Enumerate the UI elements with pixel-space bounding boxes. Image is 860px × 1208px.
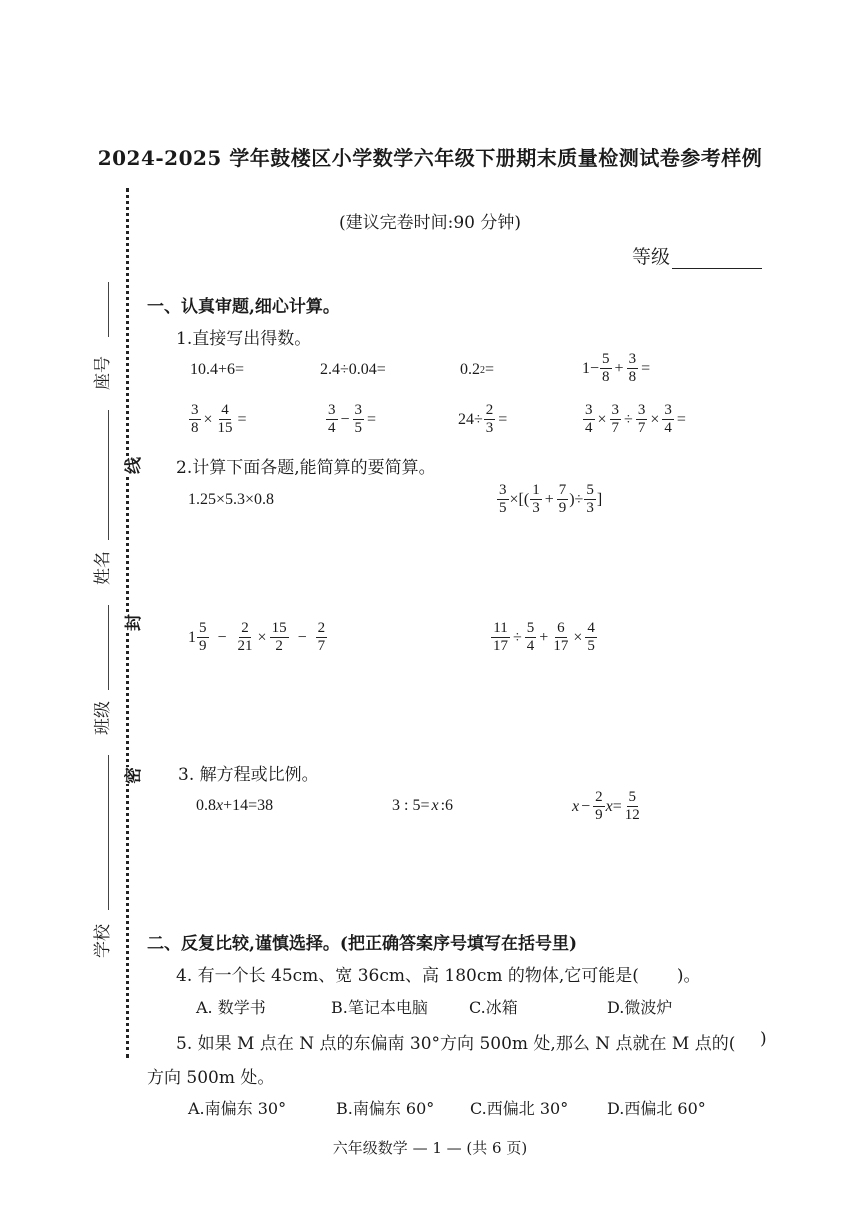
seat-blank[interactable] (108, 282, 109, 337)
q4-option-a[interactable]: A. 数学书 (196, 998, 266, 1017)
q5-option-b[interactable]: B.南偏东 60° (336, 1099, 435, 1118)
q3-expr-c: x − $\frac{2}{9}$ x = $\frac{5}{12}$ (572, 789, 640, 823)
seal-mi-char: 密 (117, 767, 146, 784)
q4-option-d[interactable]: D.微波炉 (607, 998, 673, 1017)
q3-expr-a: 0.8 x +14=38 (196, 797, 274, 814)
q3-label: 3. 解方程或比例。 (178, 765, 319, 785)
q3-expr-b: 3 : 5= x :6 (392, 797, 454, 814)
q4-option-c[interactable]: C.冰箱 (469, 998, 518, 1017)
q1-expr-c: 0.2 2 = (460, 361, 495, 378)
seat-label: 座号 (93, 356, 113, 390)
seal-line-char: 线 (117, 457, 146, 474)
section1-heading: 一、认真审题,细心计算。 (147, 297, 340, 317)
grade-blank[interactable] (672, 250, 762, 269)
q5-option-a[interactable]: A.南偏东 30° (188, 1099, 287, 1118)
exam-title: 2024-2025 学年鼓楼区小学数学六年级下册期末质量检测试卷参考样例 (97, 146, 763, 170)
grade-field (632, 242, 762, 269)
q4-text: 4. 有一个长 45cm、宽 36cm、高 180cm 的物体,它可能是( )。 (176, 966, 701, 986)
q2-expr-a: 1.25×5.3×0.8 (188, 491, 275, 508)
suggested-time: (建议完卷时间:90 分钟) (338, 213, 522, 233)
q5-text: 5. 如果 M 点在 N 点的东偏南 30°方向 500m 处,那么 N 点就在 M 点的( (176, 1034, 736, 1054)
q5-close-paren: ) (760, 1029, 767, 1049)
q1-expr-h: 24÷ $\frac{2}{3}$ = (458, 402, 508, 436)
q1-expr-i: $\frac{3}{4}$ × $\frac{3}{7}$ ÷ $\frac{3}{7}$ × $\frac{3}{4}$ = (585, 402, 686, 436)
class-blank[interactable] (108, 605, 109, 690)
name-blank[interactable] (108, 410, 109, 540)
page-footer: 六年级数学 — 1 — (共 6 页) (332, 1139, 528, 1157)
q2-expr-d: $\frac{11}{17}$ ÷ $\frac{5}{4}$ + $\frac{6}{17}$ × $\frac{4}{5}$ (493, 620, 595, 654)
q2-expr-b: $\frac{3}{5}$ ×[( 1 3 + $\frac{7}{9}$ )÷ $\frac{5}{3}$ ] (499, 482, 603, 516)
class-label: 班级 (93, 701, 113, 735)
q5-continuation: 方向 500m 处。 (147, 1068, 275, 1088)
q1-expr-a: 10.4+6= (190, 361, 245, 378)
fraction: $\frac{5}{8}$ (602, 351, 610, 385)
school-label: 学校 (93, 924, 113, 958)
q1-expr-b: 2.4÷0.04= (320, 361, 386, 378)
q4-option-b[interactable]: B.笔记本电脑 (331, 998, 428, 1017)
q1-label: 1.直接写出得数。 (176, 329, 312, 349)
name-label: 姓名 (93, 551, 113, 585)
seal-feng-char: 封 (117, 614, 146, 631)
q2-expr-c: 1 5 9 − $\frac{2}{21}$ × $\frac{15}{2}$ − $\frac{2}{7}$ (188, 620, 326, 654)
q2-label: 2.计算下面各题,能简算的要简算。 (176, 458, 436, 478)
section2-heading: 二、反复比较,谨慎选择。(把正确答案序号填写在括号里) (147, 934, 578, 954)
q5-option-c[interactable]: C.西偏北 30° (470, 1099, 569, 1118)
q1-expr-d: 1− $\frac{5}{8}$ + $\frac{3}{8}$ = (582, 351, 651, 385)
grade-label: 等级 (632, 246, 671, 268)
q1-expr-g: 3 4 − $\frac{3}{5}$ = (328, 402, 377, 436)
fraction: $\frac{3}{8}$ (628, 351, 637, 385)
q5-option-d[interactable]: D.西偏北 60° (607, 1099, 706, 1118)
q1-expr-e: $\frac{3}{8}$ × $\frac{4}{15}$ = (191, 402, 247, 436)
school-blank[interactable] (108, 755, 109, 910)
